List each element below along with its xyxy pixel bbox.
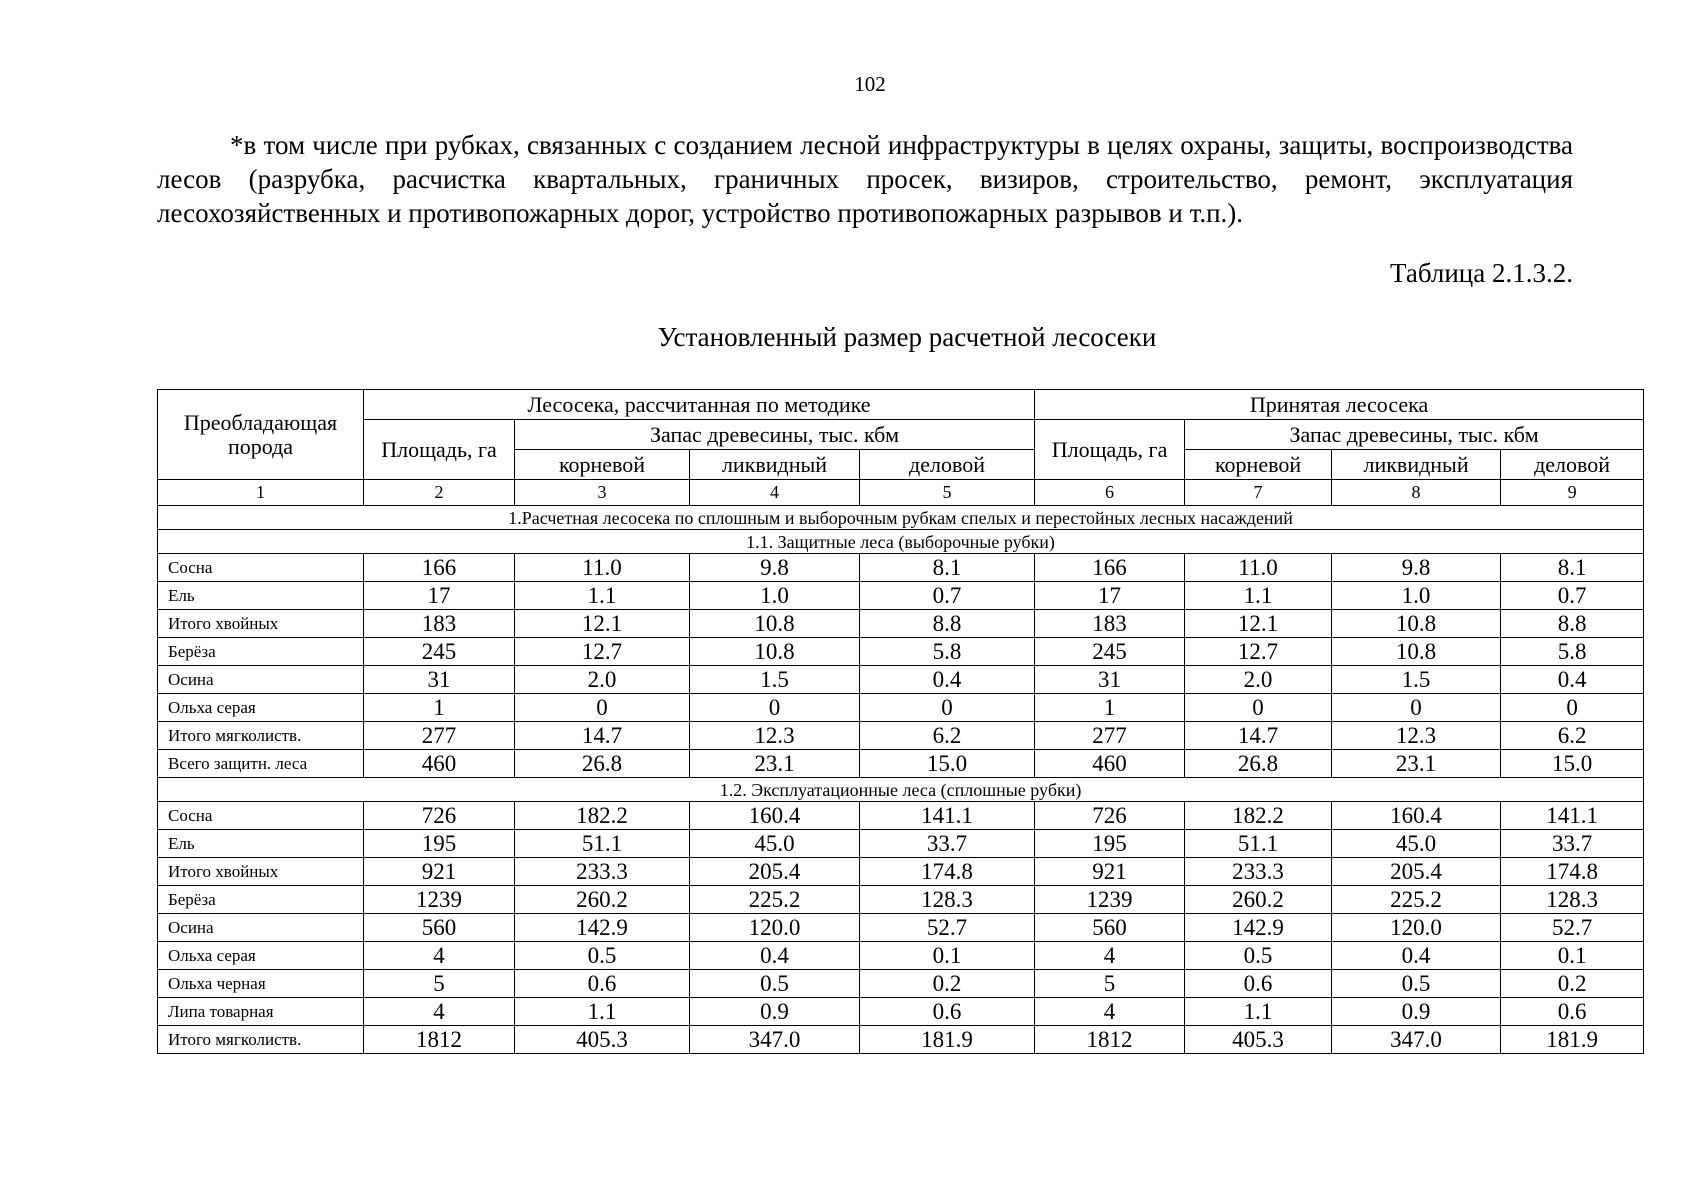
value-cell: 17 (1035, 582, 1185, 610)
species-name-cell: Всего защитн. леса (158, 750, 364, 778)
header-root-method: корневой (515, 450, 690, 480)
value-cell: 45.0 (1332, 830, 1501, 858)
table-row (158, 694, 1644, 722)
value-cell: 0.6 (515, 970, 690, 998)
header-business-method: деловой (860, 450, 1035, 480)
value-cell: 15.0 (860, 750, 1035, 778)
section-subtitle: 1.1. Защитные леса (выборочные рубки) (158, 530, 1644, 554)
value-cell: 12.1 (1185, 610, 1332, 638)
column-number-row (158, 480, 1644, 506)
value-cell: 0.9 (690, 998, 860, 1026)
value-cell: 0.7 (860, 582, 1035, 610)
header-liquid-method: ликвидный (690, 450, 860, 480)
value-cell: 181.9 (860, 1026, 1035, 1054)
value-cell: 0.4 (1332, 942, 1501, 970)
value-cell: 0.1 (1501, 942, 1644, 970)
value-cell: 51.1 (1185, 830, 1332, 858)
value-cell: 0.4 (1501, 666, 1644, 694)
section-subtitle: 1.2. Эксплуатационные леса (сплошные рубки) (158, 778, 1644, 802)
value-cell: 0.5 (1332, 970, 1501, 998)
value-cell: 26.8 (1185, 750, 1332, 778)
value-cell: 260.2 (1185, 886, 1332, 914)
value-cell: 726 (1035, 802, 1185, 830)
table-title: Установленный размер расчетной лесосеки (657, 322, 1157, 352)
value-cell: 23.1 (1332, 750, 1501, 778)
value-cell: 405.3 (1185, 1026, 1332, 1054)
value-cell: 166 (1035, 554, 1185, 582)
value-cell: 921 (1035, 858, 1185, 886)
species-name-cell: Ольха серая (158, 942, 364, 970)
column-number-cell: 7 (1185, 480, 1332, 506)
table-row (158, 970, 1644, 998)
value-cell: 1.0 (1332, 582, 1501, 610)
value-cell: 260.2 (515, 886, 690, 914)
value-cell: 1.1 (1185, 582, 1332, 610)
value-cell: 233.3 (1185, 858, 1332, 886)
column-number-cell: 2 (364, 480, 515, 506)
species-name-cell: Ель (158, 830, 364, 858)
value-cell: 460 (364, 750, 515, 778)
value-cell: 205.4 (1332, 858, 1501, 886)
value-cell: 128.3 (860, 886, 1035, 914)
value-cell: 51.1 (515, 830, 690, 858)
species-name-cell: Берёза (158, 638, 364, 666)
value-cell: 12.7 (1185, 638, 1332, 666)
value-cell: 0.2 (1501, 970, 1644, 998)
value-cell: 205.4 (690, 858, 860, 886)
value-cell: 5 (1035, 970, 1185, 998)
value-cell: 277 (364, 722, 515, 750)
value-cell: 0.2 (860, 970, 1035, 998)
value-cell: 52.7 (1501, 914, 1644, 942)
value-cell: 1.0 (690, 582, 860, 610)
value-cell: 195 (364, 830, 515, 858)
forest-cutting-table (157, 389, 1644, 1054)
value-cell: 195 (1035, 830, 1185, 858)
value-cell: 33.7 (1501, 830, 1644, 858)
table-row (158, 638, 1644, 666)
header-area-method: Площадь, га (364, 420, 515, 480)
value-cell: 726 (364, 802, 515, 830)
value-cell: 560 (364, 914, 515, 942)
value-cell: 2.0 (1185, 666, 1332, 694)
value-cell: 4 (364, 998, 515, 1026)
species-name-cell: Итого мягколиств. (158, 1026, 364, 1054)
value-cell: 141.1 (1501, 802, 1644, 830)
value-cell: 1.5 (690, 666, 860, 694)
table-row (158, 998, 1644, 1026)
species-name-cell: Итого хвойных (158, 858, 364, 886)
value-cell: 174.8 (860, 858, 1035, 886)
value-cell: 45.0 (690, 830, 860, 858)
value-cell: 8.8 (860, 610, 1035, 638)
species-name-cell: Сосна (158, 802, 364, 830)
value-cell: 10.8 (1332, 610, 1501, 638)
value-cell: 0.6 (1185, 970, 1332, 998)
value-cell: 4 (1035, 998, 1185, 1026)
value-cell: 5 (364, 970, 515, 998)
species-name-cell: Осина (158, 914, 364, 942)
value-cell: 405.3 (515, 1026, 690, 1054)
value-cell: 1 (1035, 694, 1185, 722)
column-number-cell: 8 (1332, 480, 1501, 506)
value-cell: 347.0 (1332, 1026, 1501, 1054)
value-cell: 0.5 (690, 970, 860, 998)
value-cell: 0.4 (690, 942, 860, 970)
value-cell: 225.2 (1332, 886, 1501, 914)
header-business-accepted: деловой (1501, 450, 1644, 480)
value-cell: 9.8 (690, 554, 860, 582)
table-row (158, 750, 1644, 778)
value-cell: 14.7 (1185, 722, 1332, 750)
header-species: Преобладающая порода (158, 390, 364, 480)
species-name-cell: Берёза (158, 886, 364, 914)
value-cell: 160.4 (1332, 802, 1501, 830)
table-row (158, 942, 1644, 970)
value-cell: 6.2 (1501, 722, 1644, 750)
value-cell: 2.0 (515, 666, 690, 694)
value-cell: 347.0 (690, 1026, 860, 1054)
value-cell: 233.3 (515, 858, 690, 886)
value-cell: 120.0 (1332, 914, 1501, 942)
value-cell: 277 (1035, 722, 1185, 750)
table-header (158, 390, 1644, 480)
value-cell: 0 (1332, 694, 1501, 722)
value-cell: 120.0 (690, 914, 860, 942)
species-name-cell: Ольха черная (158, 970, 364, 998)
column-number-cell: 5 (860, 480, 1035, 506)
species-name-cell: Итого хвойных (158, 610, 364, 638)
section-title: 1.Расчетная лесосека по сплошным и выборочным рубкам спелых и перестойных лесных насаждений (158, 506, 1644, 530)
value-cell: 0 (1185, 694, 1332, 722)
table-row (158, 830, 1644, 858)
value-cell: 1.1 (515, 582, 690, 610)
header-liquid-accepted: ликвидный (1332, 450, 1501, 480)
value-cell: 4 (1035, 942, 1185, 970)
value-cell: 14.7 (515, 722, 690, 750)
value-cell: 11.0 (1185, 554, 1332, 582)
value-cell: 8.1 (860, 554, 1035, 582)
table-row (158, 802, 1644, 830)
value-cell: 31 (1035, 666, 1185, 694)
value-cell: 0 (515, 694, 690, 722)
value-cell: 245 (1035, 638, 1185, 666)
value-cell: 1239 (1035, 886, 1185, 914)
value-cell: 11.0 (515, 554, 690, 582)
species-name-cell: Ольха серая (158, 694, 364, 722)
table-row (158, 722, 1644, 750)
value-cell: 33.7 (860, 830, 1035, 858)
value-cell: 142.9 (1185, 914, 1332, 942)
value-cell: 560 (1035, 914, 1185, 942)
value-cell: 0.1 (860, 942, 1035, 970)
species-name-cell: Ель (158, 582, 364, 610)
section-subtitle-row (158, 778, 1644, 802)
value-cell: 5.8 (1501, 638, 1644, 666)
value-cell: 5.8 (860, 638, 1035, 666)
header-stock-method: Запас древесины, тыс. кбм (515, 420, 1035, 450)
value-cell: 12.7 (515, 638, 690, 666)
value-cell: 15.0 (1501, 750, 1644, 778)
species-name-cell: Осина (158, 666, 364, 694)
table-row (158, 554, 1644, 582)
value-cell: 31 (364, 666, 515, 694)
species-name-cell: Липа товарная (158, 998, 364, 1026)
table-body (158, 480, 1644, 1054)
value-cell: 0.7 (1501, 582, 1644, 610)
value-cell: 8.1 (1501, 554, 1644, 582)
value-cell: 142.9 (515, 914, 690, 942)
value-cell: 0.6 (860, 998, 1035, 1026)
value-cell: 0 (1501, 694, 1644, 722)
value-cell: 17 (364, 582, 515, 610)
column-number-cell: 4 (690, 480, 860, 506)
value-cell: 0.5 (515, 942, 690, 970)
table-row (158, 914, 1644, 942)
species-name-cell: Итого мягколиств. (158, 722, 364, 750)
value-cell: 141.1 (860, 802, 1035, 830)
value-cell: 460 (1035, 750, 1185, 778)
value-cell: 6.2 (860, 722, 1035, 750)
value-cell: 183 (1035, 610, 1185, 638)
value-cell: 23.1 (690, 750, 860, 778)
header-group-method: Лесосека, рассчитанная по методике (364, 390, 1035, 420)
value-cell: 182.2 (1185, 802, 1332, 830)
value-cell: 12.3 (1332, 722, 1501, 750)
value-cell: 128.3 (1501, 886, 1644, 914)
header-root-accepted: корневой (1185, 450, 1332, 480)
value-cell: 0.5 (1185, 942, 1332, 970)
header-group-accepted: Принятая лесосека (1035, 390, 1644, 420)
value-cell: 1 (364, 694, 515, 722)
value-cell: 1812 (1035, 1026, 1185, 1054)
table-row (158, 1026, 1644, 1054)
column-number-cell: 1 (158, 480, 364, 506)
value-cell: 1.5 (1332, 666, 1501, 694)
table-row (158, 610, 1644, 638)
value-cell: 10.8 (690, 638, 860, 666)
value-cell: 0.9 (1332, 998, 1501, 1026)
table-number: Таблица 2.1.3.2. (1390, 258, 1573, 288)
table-row (158, 582, 1644, 610)
value-cell: 0 (690, 694, 860, 722)
value-cell: 182.2 (515, 802, 690, 830)
value-cell: 166 (364, 554, 515, 582)
value-cell: 181.9 (1501, 1026, 1644, 1054)
table-row (158, 666, 1644, 694)
value-cell: 183 (364, 610, 515, 638)
page-number: 102 (854, 72, 886, 96)
section-title-row (158, 506, 1644, 530)
value-cell: 1.1 (1185, 998, 1332, 1026)
value-cell: 0.4 (860, 666, 1035, 694)
section-subtitle-row (158, 530, 1644, 554)
value-cell: 10.8 (1332, 638, 1501, 666)
column-number-cell: 3 (515, 480, 690, 506)
value-cell: 4 (364, 942, 515, 970)
value-cell: 12.1 (515, 610, 690, 638)
value-cell: 1812 (364, 1026, 515, 1054)
value-cell: 9.8 (1332, 554, 1501, 582)
value-cell: 10.8 (690, 610, 860, 638)
value-cell: 245 (364, 638, 515, 666)
header-stock-accepted: Запас древесины, тыс. кбм (1185, 420, 1644, 450)
value-cell: 225.2 (690, 886, 860, 914)
value-cell: 26.8 (515, 750, 690, 778)
value-cell: 52.7 (860, 914, 1035, 942)
value-cell: 0.6 (1501, 998, 1644, 1026)
header-area-accepted: Площадь, га (1035, 420, 1185, 480)
value-cell: 1.1 (515, 998, 690, 1026)
column-number-cell: 9 (1501, 480, 1644, 506)
species-name-cell: Сосна (158, 554, 364, 582)
value-cell: 1239 (364, 886, 515, 914)
value-cell: 921 (364, 858, 515, 886)
table-row (158, 886, 1644, 914)
value-cell: 12.3 (690, 722, 860, 750)
value-cell: 174.8 (1501, 858, 1644, 886)
value-cell: 0 (860, 694, 1035, 722)
value-cell: 160.4 (690, 802, 860, 830)
table-row (158, 858, 1644, 886)
column-number-cell: 6 (1035, 480, 1185, 506)
value-cell: 8.8 (1501, 610, 1644, 638)
footnote-paragraph: *в том числе при рубках, связанных с созданием лесной инфраструктуры в целях охраны, защиты, воспроизводства лесов (разрубка, расчистка квартальных, граничных просек, визиров, строительство, ремонт, эксплуатация лесохозяйственных и противопожарных дорог, устройство противопожарных разрывов и т.п.). (157, 130, 1573, 228)
